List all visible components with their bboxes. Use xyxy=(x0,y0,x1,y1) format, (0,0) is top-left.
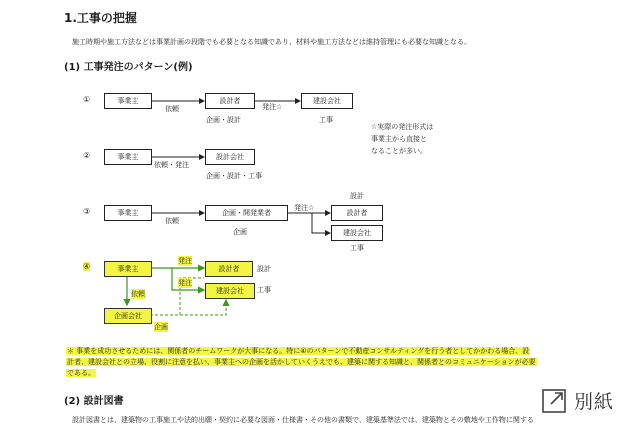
note-line-3: なることが多い。 xyxy=(371,147,427,155)
arrow-d3-developer-contractor xyxy=(312,213,330,233)
d4-contractor-box: 建設会社 xyxy=(205,283,255,299)
footnote-text-3: である。 xyxy=(67,369,95,377)
diagram-1-number: ① xyxy=(83,95,91,104)
d4-planner-sub: 企画 xyxy=(154,323,168,331)
footnote-text-2: 計者、建設会社との立場、役割に注意を払い、事業主への企画を活かしていくうえでも、建築に関する知識と、関係者とのコミュニケーションが必要 xyxy=(67,358,536,366)
note-line-1: ☆実際の発注形式は xyxy=(371,123,434,131)
d4-planner-box: 企画会社 xyxy=(104,308,152,324)
d3-order-label: 発注☆ xyxy=(294,204,315,212)
page-heading: 1.工事の把握 xyxy=(64,11,137,25)
d1-contractor-box: 建設会社 xyxy=(301,93,353,109)
d1-designer-box: 設計者 xyxy=(205,93,255,109)
d3-owner-box: 事業主 xyxy=(104,205,152,221)
d4-order-label-2: 発注 xyxy=(178,279,192,287)
d3-contractor-box: 建設会社 xyxy=(331,225,383,241)
d4-order-label-1: 発注 xyxy=(178,257,192,265)
d4-designer-sub: 設計 xyxy=(257,265,271,273)
section-heading-order-patterns: (1) 工事発注のパターン(例) xyxy=(64,62,193,73)
d1-order-label: 発注☆ xyxy=(262,103,283,111)
section-heading-design-docs: (2) 設計図書 xyxy=(64,396,124,407)
d1-request-label: 依頼 xyxy=(165,105,179,113)
d4-contractor-sub: 工事 xyxy=(257,286,271,294)
diagram-3-number: ③ xyxy=(83,207,91,216)
d1-owner-box: 事業主 xyxy=(104,93,152,109)
footnote-line-1 xyxy=(66,346,586,357)
d2-contractor-box: 設計会社 xyxy=(205,149,255,165)
attachment-link[interactable] xyxy=(540,385,622,413)
arrow-d4-planner-contractor xyxy=(150,300,226,315)
d4-request-label: 依頼 xyxy=(131,290,145,298)
diagram-4-number: ④ xyxy=(83,262,91,271)
footnote xyxy=(66,346,586,379)
design-docs-text: 設計図書とは、建築物の工事施工や法的出願・契約に必要な図面・仕様書・その他の書類で、建築基準法では、建築物とその敷地や工作物に関する xyxy=(72,416,534,424)
footnote-line-2 xyxy=(66,357,586,368)
d3-request-label: 依頼 xyxy=(165,217,179,225)
d3-developer-box: 企画・開発業者 xyxy=(205,205,288,221)
intro-text: 施工時期や施工方法などは事業計画の段階でも必要となる知識であり、材料や施工方法などは維持管理にも必要な知識となる。 xyxy=(72,38,471,46)
side-note xyxy=(371,121,433,157)
d3-developer-sub: 企画 xyxy=(233,228,247,236)
footnote-text-1: ＊ 事業を成功させるためには、関係者のチームワークが大事になる。特に④のパターンで不動産コンサルティングを行う者としてかかわる場合、設 xyxy=(67,347,530,355)
d4-owner-box: 事業主 xyxy=(104,261,152,277)
d3-contractor-sub: 工事 xyxy=(350,244,364,252)
note-line-2: 事業主から直接と xyxy=(371,135,427,143)
footnote-line-3 xyxy=(66,368,586,379)
d3-designer-box: 設計者 xyxy=(331,205,383,221)
d2-request-label: 依頼・発注 xyxy=(154,161,189,169)
d2-owner-box: 事業主 xyxy=(104,149,152,165)
diagram-2-number: ② xyxy=(83,151,91,160)
d2-contractor-sub: 企画・設計・工事 xyxy=(206,172,262,180)
d1-designer-sub: 企画・設計 xyxy=(206,116,241,124)
external-link-icon xyxy=(540,385,570,415)
d3-design-label: 設計 xyxy=(350,192,364,200)
d4-designer-box: 設計者 xyxy=(205,261,253,277)
attachment-label: 別紙 xyxy=(574,391,615,413)
d1-contractor-sub: 工事 xyxy=(319,116,333,124)
